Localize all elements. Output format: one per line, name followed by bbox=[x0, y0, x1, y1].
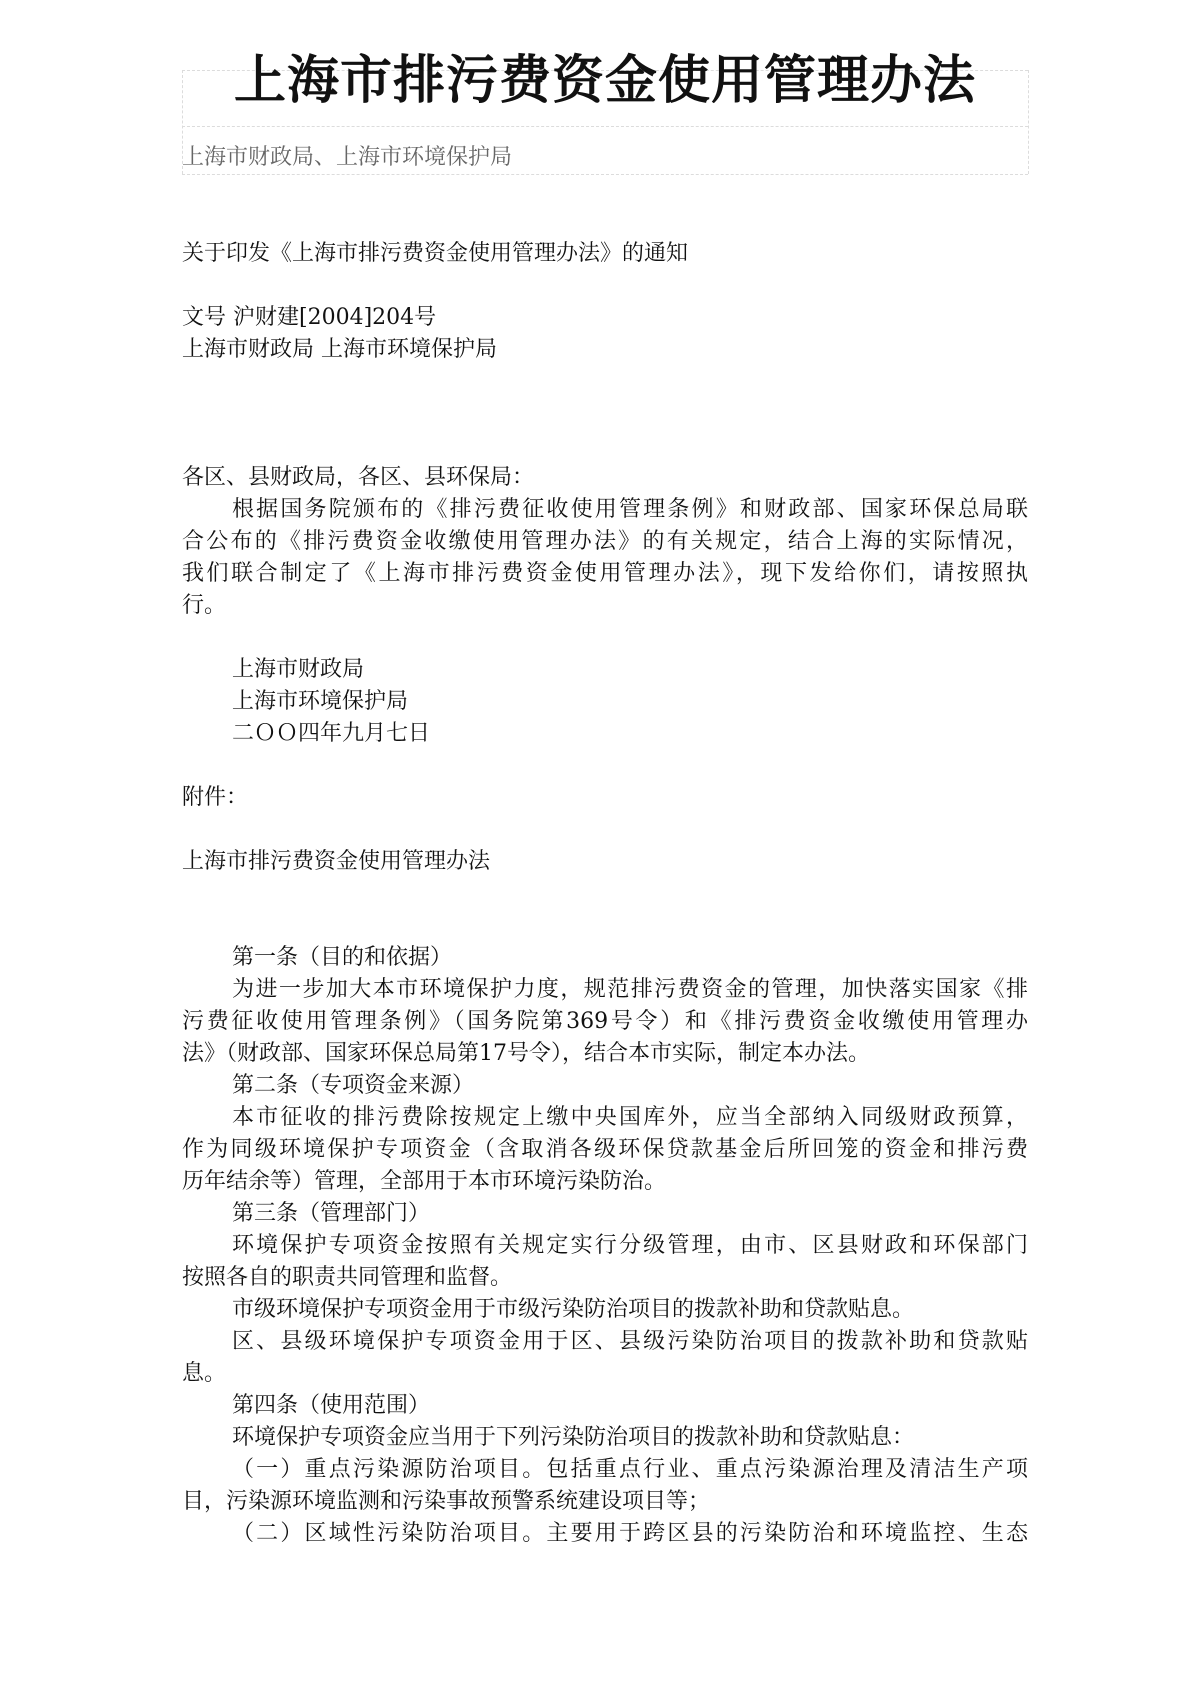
article-text-line: 息。 bbox=[182, 1361, 227, 1386]
header-right-rule bbox=[1028, 70, 1029, 174]
intro-line: 合公布的《排污费资金收缴使用管理办法》的有关规定，结合上海的实际情况， bbox=[182, 529, 1028, 554]
article-text-line: 历年结余等）管理，全部用于本市环境污染防治。 bbox=[182, 1169, 667, 1194]
document-title: 上海市排污费资金使用管理办法 bbox=[233, 50, 976, 111]
signature-line: 上海市财政局 bbox=[232, 657, 365, 682]
signature-date: 二ＯＯ四年九月七日 bbox=[232, 721, 431, 746]
salutation: 各区、县财政局，各区、县环保局： bbox=[182, 465, 535, 490]
signature-line: 上海市环境保护局 bbox=[232, 689, 409, 714]
article-text-line: 法》（财政部、国家环保总局第17号令），结合本市实际，制定本办法。 bbox=[182, 1041, 870, 1066]
article-heading: 第三条（管理部门） bbox=[232, 1201, 431, 1226]
article-text-line: 环境保护专项资金应当用于下列污染防治项目的拨款补助和贷款贴息： bbox=[232, 1425, 915, 1450]
article-text-line: 为进一步加大本市环境保护力度，规范排污费资金的管理，加快落实国家《排 bbox=[232, 977, 1028, 1002]
article-heading: 第四条（使用范围） bbox=[232, 1393, 431, 1418]
document-author: 上海市财政局、上海市环境保护局 bbox=[182, 145, 513, 170]
article-heading: 第二条（专项资金来源） bbox=[232, 1073, 475, 1098]
article-text-line: 目，污染源环境监测和污染事故预警系统建设项目等； bbox=[182, 1489, 711, 1514]
article-text-line: （一）重点污染源防治项目。包括重点行业、重点污染源治理及清洁生产项 bbox=[232, 1457, 1028, 1482]
article-text-line: 污费征收使用管理条例》（国务院第369号令）和《排污费资金收缴使用管理办 bbox=[182, 1009, 1028, 1034]
article-text-line: 市级环境保护专项资金用于市级污染防治项目的拨款补助和贷款贴息。 bbox=[232, 1297, 915, 1322]
title-bottom-rule bbox=[182, 126, 1028, 127]
issuers: 上海市财政局 上海市环境保护局 bbox=[182, 337, 497, 362]
article-text-line: 本市征收的排污费除按规定上缴中央国库外，应当全部纳入同级财政预算， bbox=[232, 1105, 1028, 1130]
intro-line: 我们联合制定了《上海市排污费资金使用管理办法》，现下发给你们，请按照执 bbox=[182, 561, 1028, 586]
article-text-line: （二）区域性污染防治项目。主要用于跨区县的污染防治和环境监控、生态 bbox=[232, 1521, 1028, 1546]
intro-line: 行。 bbox=[182, 593, 227, 618]
doc-number: 文号 沪财建[2004]204号 bbox=[182, 305, 437, 330]
article-heading: 第一条（目的和依据） bbox=[232, 945, 453, 970]
intro-line: 根据国务院颁布的《排污费征收使用管理条例》和财政部、国家环保总局联 bbox=[232, 497, 1028, 522]
article-text-line: 环境保护专项资金按照有关规定实行分级管理，由市、区县财政和环保部门 bbox=[232, 1233, 1028, 1258]
attachment-label: 附件： bbox=[182, 785, 249, 810]
attachment-title: 上海市排污费资金使用管理办法 bbox=[182, 849, 491, 874]
author-bottom-rule bbox=[182, 174, 1028, 175]
article-text-line: 作为同级环境保护专项资金（含取消各级环保贷款基金后所回笼的资金和排污费 bbox=[182, 1137, 1028, 1162]
article-text-line: 区、县级环境保护专项资金用于区、县级污染防治项目的拨款补助和贷款贴 bbox=[232, 1329, 1028, 1354]
article-text-line: 按照各自的职责共同管理和监督。 bbox=[182, 1265, 513, 1290]
notice-title: 关于印发《上海市排污费资金使用管理办法》的通知 bbox=[182, 241, 689, 266]
